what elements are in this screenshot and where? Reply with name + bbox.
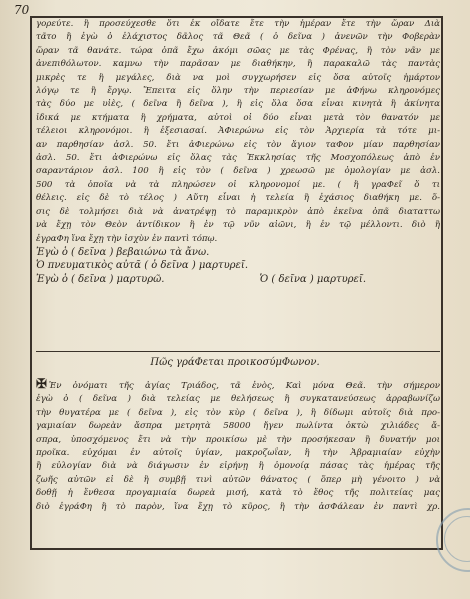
formula-line: Ὁ πνευματικὸς αὐτᾶ ( ὁ δεῖνα ) μαρτυρεῖ. (36, 260, 248, 272)
text-line: ὥραν τᾶ θανάτε. τώρα ὁπᾶ ἔχω ἀκόμι σῶας με τὰς Φρένας, ἢ τὸν νᾶν με (36, 45, 440, 56)
text-line: μικρὲς τε ἢ μεγάλες, διὰ να μοὶ συγχωρήσεν εἰς ὅσα αὐτοῖς ἡμάρτον (36, 72, 440, 83)
signature-row (36, 273, 366, 286)
dowry-text-block (36, 378, 440, 514)
text-line: ἐγραΦη ἵνα ἔχῃ τὴν ἰσχὺν ἐν παντὶ τόπῳ. (36, 233, 218, 244)
text-line: 500 τὰ ὁποῖα νὰ τὰ πληρώσεν οἱ κληρονομοί με. ( ἢ γραΦεῖ ὅ τι (36, 179, 440, 190)
text-line: διὸ ἐγράΦη ἢ τὸ παρὸν, ἵνα ἔχῃ τὸ κῦρος, ἢ τὴν ἀσΦάλεαν ἐν παντὶ χρ. (36, 501, 440, 512)
signature-left: Ἐγὼ ὁ ( δεῖνα ) μαρτυρῶ. (36, 273, 165, 285)
text-line: ἀσλ. 50. ἔτι ἀΦιερώνω εἰς ὅλας τὰς Ἐκκλησίας τῆς Μοσχοπόλεως ἀπὸ ἐν (36, 153, 440, 164)
section-heading: Πῶς γράΦεται προικοσύμΦωνον. (150, 357, 320, 368)
text-line: προῖκα. εὐχόμαι ἐν αὐτοῖς ὑγίαν, μακροζωΐαν, ἢ τὴν Ἀβραμιαίαν εὐχὴν (36, 448, 440, 459)
text-line: γαμιαίαν δωρεὰν ἄσπρα μετρητὰ 58000 ἤγεν πωλίντα ὀκτὼ χιλιάδες ἄ- (36, 421, 440, 432)
text-line: δοθῇ ἡ ἔνθεσα προγαμιαία δωρεὰ μισή, κατὰ τὸ ἔθος τῆς πολιτείας μας (36, 488, 440, 499)
text-line: λόγῳ τε ἢ ἔργῳ. Ἔπειτα εἰς ὅλην τὴν περιεσίαν με ἀΦήνω κληρονόμες (36, 86, 440, 97)
signature-right: Ὁ ( δεῖνα ) μαρτυρεῖ. (259, 273, 366, 285)
text-line: σαραντάριον ἀσλ. 100 ἢ εἰς τὸν ( δεῖνα ) χρεωσῶ με ὁμολογίαν με ἀσλ. (36, 166, 440, 177)
text-line: ἀνεπιθόλωτον. καμνω τὴν παρᾶσαν με διαθήκην, ἢ παρακαλῶ τὰς παντὰς (36, 59, 440, 70)
text-line: σπρα, ὑποσχόμενος ἔτι νὰ τὴν προικίσω μὲ τὴν προσήκεσαν ἢ δυνατήν μοι (36, 434, 440, 445)
text-line: ζωῆς αὐτῶν εἰ δὲ ἢ συμβῇ τινὶ αὐτῶν θάνατος ( ὅπερ μὴ γένοιτο ) νὰ (36, 474, 440, 485)
page-number: 70 (14, 3, 30, 17)
text-line: τὴν θυγατέρα με ( δεῖνα ), εἰς τὸν κὺρ ( δεῖνα ), ἢ δίδωμι αὐτοῖς διὰ προ- (36, 407, 440, 418)
text-line: σις δὲ τολμήσει διὰ νὰ ἀνατρέψῃ τὸ παραμικρὸν ἀπὸ ἐκεῖνα ὁπᾶ διαταττω (36, 206, 440, 217)
text-line: τὰς δύο με υἱὲς, ( δεῖνα ἢ δεῖνα ), ἢ εἰς ὅλα ὅσα εἶναι κινητὰ ἢ ἀκίνητα (36, 99, 440, 110)
section-divider (36, 351, 440, 352)
text-line: ἢ εὐλογίαν διὰ νὰ διάγωσιν ἐν εἰρήνῃ ἢ ὁμονοίᾳ πάσας τὰς ἡμέρας τῆς (36, 461, 440, 472)
text-line: γορεύτε. ἢ προσεύχεσθε ὅτι ἐκ οἴδατε ἔτε τὴν ἡμέραν ἔτε τὴν ὥραν Διὰ (36, 19, 440, 29)
text-line: θέλεις. εἰς δὲ τὸ τέλος ) Αὕτη εἶναι ἡ τελεία ἢ ἐχάσιος διαθήκη με. ὅ- (36, 193, 440, 204)
formula-line: Ἐγὼ ὁ ( δεῖνα ) βεβαιώνω τὰ ἄνω. (36, 246, 210, 258)
text-line: νὰ ἔχῃ τὸν Θεὸν ἀντίδικον ἢ ἐν τῷ νῦν αἰῶνι, ἢ ἐν τῷ μέλλοντι. διὸ ἢ (36, 220, 440, 231)
main-text-block (36, 18, 440, 286)
text-line: ἰδικά με κτήματα ἢ χρήματα, αὐτοὶ οἱ δύο εἶναι μετὰ τὸν θανατόν με (36, 112, 440, 123)
text-line: ἐγὼ ὁ ( δεῖνα ) διὰ τελείας με θελήσεως ἢ συγκατανεύσεως ἀρραβωνίζω (36, 394, 440, 405)
text-line: ✠ Ἐν ὀνόματι τῆς ἁγίας Τριάδος, τᾶ ἑνὸς, Καὶ μόνα Θεᾶ. τὴν σήμερον (36, 378, 440, 392)
text-line: τέλειοι κληρονόμοι. ἢ ἐξεσιασαί. ἈΦιερώνω εἰς τὸν Ἀρχιερία τὰ τότε μι- (36, 126, 440, 137)
text-line: αν παρθησίαν ἀσλ. 50. ἔτι ἀΦιερώνω εἰς τὸν ἅγιον ταΦον μίαν παρθησίαν (36, 139, 440, 150)
cross-icon: ✠ (36, 378, 47, 392)
text-line: τᾶτο ἢ ἐγὼ ὁ ἐλάχιστος δᾶλος τᾶ Θεᾶ ( ὁ δεῖνα ) ἀνενῶν τὴν Φοβερὰν (36, 32, 440, 43)
